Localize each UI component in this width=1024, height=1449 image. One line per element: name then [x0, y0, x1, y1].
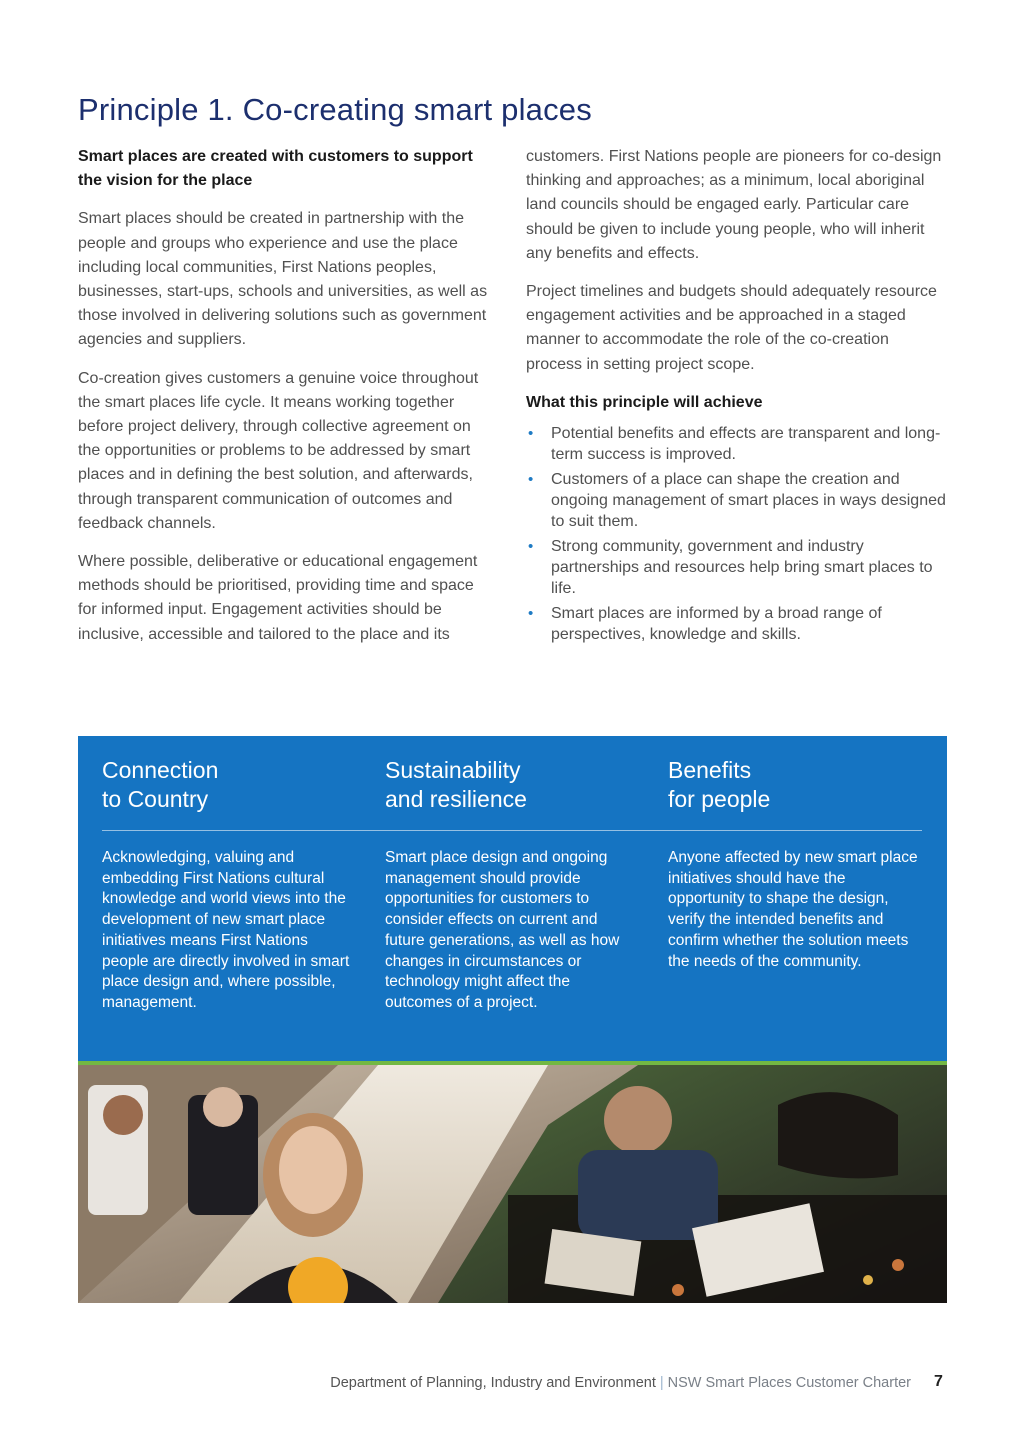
page-footer — [330, 1375, 911, 1391]
list-item — [526, 536, 948, 599]
paragraph: customers. First Nations people are pioneers for co-design thinking and approaches; as a minimum, local aboriginal land councils should be engaged early. Particular care should be given to include young people, who will inherit any benefits and effects. — [526, 148, 942, 262]
section-lead: Smart places are created with customers to support the vision for the place — [78, 148, 473, 190]
value-heading: Benefits for people — [668, 757, 771, 812]
footer-department: Department of Planning, Industry and Environment — [330, 1375, 656, 1391]
list-item — [526, 603, 948, 645]
left-column — [78, 145, 492, 661]
footer-separator: | — [659, 1375, 664, 1391]
page-number: 7 — [934, 1373, 943, 1390]
value-sustainability-and-resilience — [385, 756, 641, 1011]
paragraph: Co-creation gives customers a genuine voice throughout the smart places life cycle. It means working together before project delivery, through collective agreement on the opportunities or problems to be addressed by smart places and in defining the best solution, and afterwards, through transparent communication of outcomes and feedback channels. — [78, 369, 479, 532]
list-item-text: Potential benefits and effects are transparent and long-term success is improved. — [551, 425, 941, 464]
footer-charter: NSW Smart Places Customer Charter — [667, 1375, 911, 1391]
page-title: Principle 1. Co-creating smart places — [78, 92, 592, 127]
value-benefits-for-people — [668, 756, 924, 970]
values-banner — [78, 736, 947, 1065]
paragraph: Project timelines and budgets should adequately resource engagement activities and be approached in a staged manner to accommodate the role of the co-creation process in setting project scope. — [526, 283, 937, 373]
value-body: Anyone affected by new smart place initiatives should have the opportunity to shape the design, verify the intended benefits and confirm whether the solution meets the needs of the community. — [668, 849, 918, 970]
photo-collage-image — [78, 1065, 947, 1303]
paragraph: Smart places should be created in partnership with the people and groups who experience and use the place including local communities, First Nations peoples, businesses, start-ups, schools and universities, as well as those involved in delivering solutions such as government agencies and suppliers. — [78, 210, 488, 349]
value-body: Smart place design and ongoing management should provide opportunities for customers to consider effects on current and future generations, as well as how changes in circumstances or technology might affect the outcomes of a project. — [385, 849, 620, 1011]
value-body: Acknowledging, valuing and embedding First Nations cultural knowledge and world views into the development of new smart place initiatives means First Nations people are directly involved in smart place design and, where possible, management. — [102, 849, 350, 1011]
banner-divider — [102, 830, 922, 831]
value-connection-to-country — [102, 756, 358, 1011]
value-heading: Sustainability and resilience — [385, 757, 527, 812]
right-column — [526, 145, 948, 649]
community-engagement-photo — [78, 1065, 947, 1303]
bullet-icon: • — [528, 471, 534, 489]
value-heading: Connection to Country — [102, 757, 219, 812]
list-item-text: Customers of a place can shape the creation and ongoing management of smart places in ways designed to suit them. — [551, 471, 946, 531]
list-item — [526, 469, 948, 532]
achievements-list — [526, 423, 948, 645]
list-item — [526, 423, 948, 465]
bullet-icon: • — [528, 605, 534, 623]
paragraph: Where possible, deliberative or educational engagement methods should be prioritised, providing time and space for informed input. Engagement activities should be inclusive, accessible and tailored to the place and its — [78, 553, 478, 643]
list-item-text: Smart places are informed by a broad range of perspectives, knowledge and skills. — [551, 605, 882, 644]
bullet-icon: • — [528, 538, 534, 556]
bullet-icon: • — [528, 425, 534, 443]
list-item-text: Strong community, government and industry partnerships and resources help bring smart places to life. — [551, 538, 933, 598]
achieve-heading: What this principle will achieve — [526, 393, 763, 411]
